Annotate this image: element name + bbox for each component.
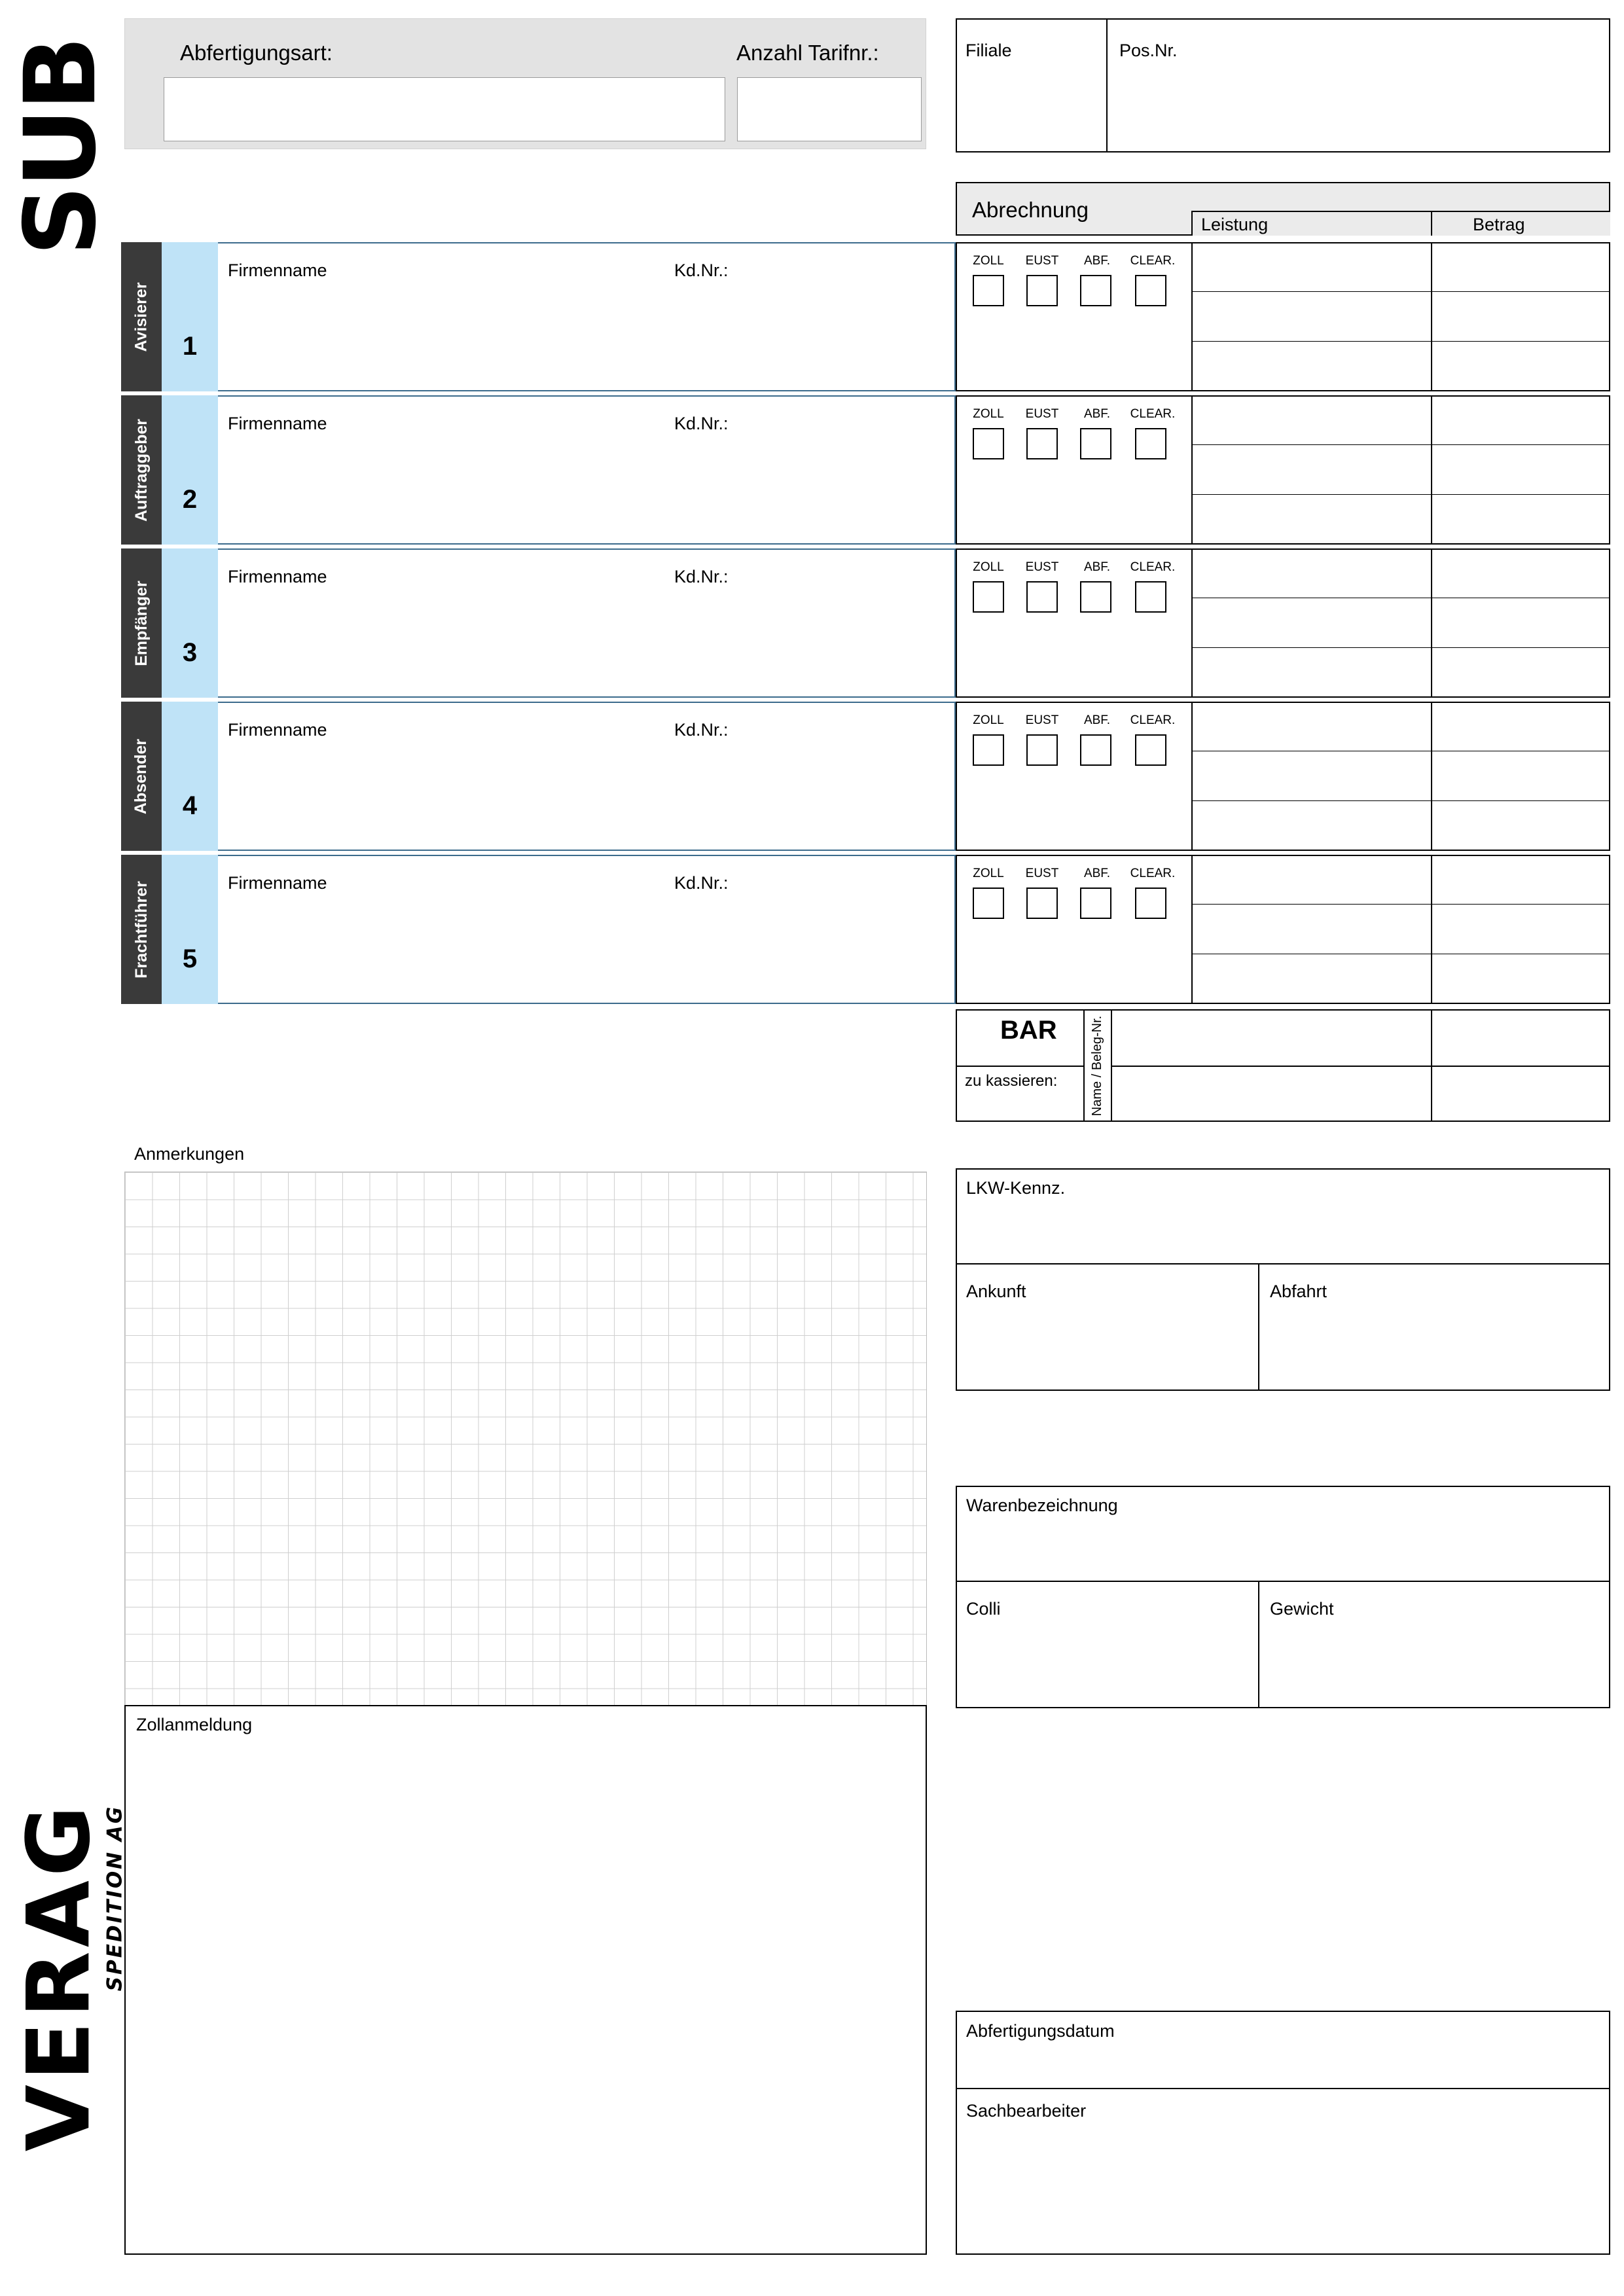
leistung-input[interactable] <box>1195 857 1426 901</box>
leistung-input[interactable] <box>1195 295 1426 338</box>
cb-label-abf-3: ABF. <box>1083 560 1111 574</box>
leistung-input[interactable] <box>1195 601 1426 644</box>
abrechnung-vline-5b <box>1431 855 1432 1004</box>
leistung-input[interactable] <box>1195 754 1426 797</box>
abfertigungsart-input[interactable] <box>164 77 725 141</box>
bar-name-beleg-label: Name / Beleg-Nr. <box>1090 1015 1105 1116</box>
cb-label-zoll-1: ZOLL <box>973 254 1004 268</box>
checkbox-eust-5[interactable] <box>1026 888 1058 919</box>
betrag-input[interactable] <box>1435 551 1605 594</box>
verag-logo <box>0 1689 127 2265</box>
gewicht-input[interactable] <box>1270 1626 1597 1702</box>
cb-label-eust-2: EUST <box>1025 407 1059 421</box>
colli-input[interactable] <box>966 1626 1248 1702</box>
warenbezeichnung-input[interactable] <box>966 1525 1595 1577</box>
anzahl-tarifnr-input[interactable] <box>737 77 922 141</box>
party-number-5: 5 <box>162 855 218 1004</box>
checkbox-eust-2[interactable] <box>1026 428 1058 459</box>
leistung-input[interactable] <box>1195 804 1426 847</box>
checkbox-eust-3[interactable] <box>1026 581 1058 613</box>
abfertigungsdatum-label: Abfertigungsdatum <box>966 2021 1115 2041</box>
abrechnung-hline-2b <box>1191 494 1610 495</box>
abrechnung-vline-2 <box>1191 395 1193 545</box>
checkbox-zoll-2[interactable] <box>973 428 1004 459</box>
cb-label-zoll-5: ZOLL <box>973 867 1004 880</box>
ware-divider-h <box>956 1581 1610 1582</box>
leistung-input[interactable] <box>1195 344 1426 387</box>
abfertigungsart-label: Abfertigungsart: <box>180 41 333 65</box>
party-number-4: 4 <box>162 702 218 851</box>
cb-label-clear-1: CLEAR. <box>1130 254 1176 268</box>
leistung-input[interactable] <box>1195 497 1426 541</box>
leistung-input[interactable] <box>1195 245 1426 288</box>
firmenname-input-5[interactable] <box>228 901 660 992</box>
cb-label-clear-5: CLEAR. <box>1130 867 1176 880</box>
abrechnung-hline-1a <box>1191 291 1610 292</box>
cb-label-abf-4: ABF. <box>1083 713 1111 727</box>
lkw-kennz-input[interactable] <box>966 1208 1595 1260</box>
filiale-input[interactable] <box>965 65 1096 144</box>
footer-divider <box>956 2088 1610 2089</box>
cb-label-zoll-3: ZOLL <box>973 560 1004 574</box>
sub-logo-text: SUB <box>4 38 118 257</box>
checkbox-clear-2[interactable] <box>1135 428 1166 459</box>
warenbezeichnung-label: Warenbezeichnung <box>966 1496 1118 1515</box>
betrag-input[interactable] <box>1435 754 1605 797</box>
firmenname-input-3[interactable] <box>228 594 660 686</box>
pos-nr-input[interactable] <box>1119 65 1597 144</box>
kdnr-input-2[interactable] <box>746 441 943 533</box>
firmenname-label-2: Firmenname <box>228 414 327 433</box>
cb-label-eust-3: EUST <box>1025 560 1059 574</box>
betrag-input[interactable] <box>1435 907 1605 950</box>
leistung-input[interactable] <box>1195 551 1426 594</box>
checkbox-eust-4[interactable] <box>1026 734 1058 766</box>
betrag-input[interactable] <box>1435 804 1605 847</box>
verag-logo-sub <box>62 1689 167 2108</box>
checkbox-abf-2[interactable] <box>1080 428 1111 459</box>
betrag-input[interactable] <box>1435 295 1605 338</box>
abrechnung-hline-4b <box>1191 800 1610 801</box>
cb-label-eust-5: EUST <box>1025 867 1059 880</box>
bar-zu-kassieren-label: zu kassieren: <box>965 1072 1058 1090</box>
colli-label: Colli <box>966 1599 1001 1619</box>
betrag-input[interactable] <box>1435 448 1605 491</box>
kdnr-label-1: Kd.Nr.: <box>674 260 729 280</box>
party-role-5: Frachtführer <box>132 880 151 978</box>
bar-leistung-input-2[interactable] <box>1116 1069 1427 1118</box>
leistung-input[interactable] <box>1195 448 1426 491</box>
leistung-input[interactable] <box>1195 704 1426 747</box>
checkbox-abf-4[interactable] <box>1080 734 1111 766</box>
ware-divider-v <box>1258 1581 1259 1708</box>
party-tab-4 <box>121 702 162 851</box>
abrechnung-hline-1b <box>1191 341 1610 342</box>
transport-divider-v <box>1258 1263 1259 1391</box>
party-number-2: 2 <box>162 395 218 545</box>
checkbox-clear-4[interactable] <box>1135 734 1166 766</box>
cb-label-zoll-4: ZOLL <box>973 713 1004 727</box>
bar-betrag-input-2[interactable] <box>1435 1069 1605 1118</box>
abrechnung-vline-5 <box>1191 855 1193 1004</box>
bar-divider-horizontal <box>956 1066 1084 1067</box>
betrag-input[interactable] <box>1435 957 1605 1000</box>
party-number-3: 3 <box>162 548 218 698</box>
abrechnung-vline-2b <box>1431 395 1432 545</box>
sachbearbeiter-label: Sachbearbeiter <box>966 2101 1087 2121</box>
cb-label-abf-1: ABF. <box>1083 254 1111 268</box>
kdnr-input-3[interactable] <box>746 594 943 686</box>
betrag-input[interactable] <box>1435 857 1605 901</box>
kdnr-label-3: Kd.Nr.: <box>674 567 729 586</box>
zollanmeldung-input[interactable] <box>136 1748 912 2242</box>
cb-label-abf-5: ABF. <box>1083 867 1111 880</box>
checkbox-clear-5[interactable] <box>1135 888 1166 919</box>
betrag-input[interactable] <box>1435 601 1605 644</box>
bar-betrag-input-1[interactable] <box>1435 1013 1605 1062</box>
abrechnung-col-divider <box>1431 211 1432 236</box>
kdnr-label-5: Kd.Nr.: <box>674 873 729 893</box>
abfertigungsdatum-input[interactable] <box>966 2049 1595 2085</box>
leistung-input[interactable] <box>1195 907 1426 950</box>
abrechnung-col-betrag: Betrag <box>1473 215 1525 234</box>
lkw-kennz-label: LKW-Kennz. <box>966 1178 1066 1198</box>
firmenname-label-3: Firmenname <box>228 567 327 586</box>
leistung-input[interactable] <box>1195 957 1426 1000</box>
checkbox-zoll-4[interactable] <box>973 734 1004 766</box>
ankunft-input[interactable] <box>966 1309 1248 1384</box>
bar-divider-horizontal-2 <box>1112 1066 1610 1067</box>
abrechnung-vline-1b <box>1431 242 1432 391</box>
anzahl-tarifnr-label: Anzahl Tarifnr.: <box>736 41 879 65</box>
betrag-input[interactable] <box>1435 344 1605 387</box>
checkbox-zoll-5[interactable] <box>973 888 1004 919</box>
firmenname-input-2[interactable] <box>228 441 660 533</box>
checkbox-abf-1[interactable] <box>1080 275 1111 306</box>
party-role-2: Auftraggeber <box>132 418 151 522</box>
transport-divider-h <box>956 1263 1610 1265</box>
party-number-1: 1 <box>162 242 218 391</box>
abrechnung-hline-5a <box>1191 904 1610 905</box>
zollanmeldung-label: Zollanmeldung <box>136 1715 253 1734</box>
betrag-input[interactable] <box>1435 398 1605 441</box>
bar-leistung-input-1[interactable] <box>1116 1013 1427 1062</box>
firmenname-label-4: Firmenname <box>228 720 327 740</box>
firmenname-label-1: Firmenname <box>228 260 327 280</box>
filiale-label: Filiale <box>965 41 1012 60</box>
abfahrt-input[interactable] <box>1270 1309 1597 1384</box>
cb-label-zoll-2: ZOLL <box>973 407 1004 421</box>
party-role-1: Avisierer <box>132 281 151 352</box>
gewicht-label: Gewicht <box>1270 1599 1334 1619</box>
betrag-input[interactable] <box>1435 651 1605 694</box>
cb-label-clear-3: CLEAR. <box>1130 560 1176 574</box>
abrechnung-title: Abrechnung <box>972 198 1089 222</box>
party-role-4: Absender <box>132 738 151 814</box>
bar-name-beleg-label-wrap <box>1084 1009 1111 1122</box>
kdnr-label-2: Kd.Nr.: <box>674 414 729 433</box>
betrag-input[interactable] <box>1435 245 1605 288</box>
checkbox-clear-1[interactable] <box>1135 275 1166 306</box>
checkbox-abf-5[interactable] <box>1080 888 1111 919</box>
cb-label-clear-4: CLEAR. <box>1130 713 1176 727</box>
checkbox-clear-3[interactable] <box>1135 581 1166 613</box>
cb-label-abf-2: ABF. <box>1083 407 1111 421</box>
filiale-divider <box>1106 20 1108 151</box>
anmerkungen-input[interactable] <box>124 1172 927 1715</box>
checkbox-zoll-3[interactable] <box>973 581 1004 613</box>
firmenname-input-1[interactable] <box>228 288 660 380</box>
sachbearbeiter-input[interactable] <box>966 2130 1595 2248</box>
sub-logo <box>4 7 118 288</box>
kdnr-input-5[interactable] <box>746 901 943 992</box>
abfahrt-label: Abfahrt <box>1270 1282 1327 1301</box>
party-tab-1 <box>121 242 162 391</box>
verag-logo-subtext: SPEDITION AG <box>103 1804 127 1992</box>
abrechnung-hline-2a <box>1191 444 1610 445</box>
firmenname-label-5: Firmenname <box>228 873 327 893</box>
firmenname-input-4[interactable] <box>228 747 660 839</box>
abrechnung-vline-3b <box>1431 548 1432 698</box>
kdnr-input-1[interactable] <box>746 288 943 380</box>
checkbox-abf-3[interactable] <box>1080 581 1111 613</box>
abrechnung-vline-4 <box>1191 702 1193 851</box>
party-tab-5 <box>121 855 162 1004</box>
party-tab-2 <box>121 395 162 545</box>
bar-title: BAR <box>1000 1016 1057 1045</box>
checkbox-eust-1[interactable] <box>1026 275 1058 306</box>
cb-label-clear-2: CLEAR. <box>1130 407 1176 421</box>
verag-logo-text: VERAG <box>9 1801 110 2152</box>
checkbox-zoll-1[interactable] <box>973 275 1004 306</box>
cb-label-eust-4: EUST <box>1025 713 1059 727</box>
party-tab-3 <box>121 548 162 698</box>
abrechnung-hline-3b <box>1191 647 1610 648</box>
leistung-input[interactable] <box>1195 398 1426 441</box>
kdnr-input-4[interactable] <box>746 747 943 839</box>
abrechnung-vline-4b <box>1431 702 1432 851</box>
party-role-3: Empfänger <box>132 580 151 666</box>
anmerkungen-label: Anmerkungen <box>134 1144 245 1164</box>
abrechnung-vline-1 <box>1191 242 1193 391</box>
betrag-input[interactable] <box>1435 704 1605 747</box>
cb-label-eust-1: EUST <box>1025 254 1059 268</box>
ankunft-label: Ankunft <box>966 1282 1026 1301</box>
betrag-input[interactable] <box>1435 497 1605 541</box>
leistung-input[interactable] <box>1195 651 1426 694</box>
kdnr-label-4: Kd.Nr.: <box>674 720 729 740</box>
pos-nr-label: Pos.Nr. <box>1119 41 1178 60</box>
abrechnung-vline-3 <box>1191 548 1193 698</box>
abrechnung-col-leistung: Leistung <box>1201 215 1269 234</box>
